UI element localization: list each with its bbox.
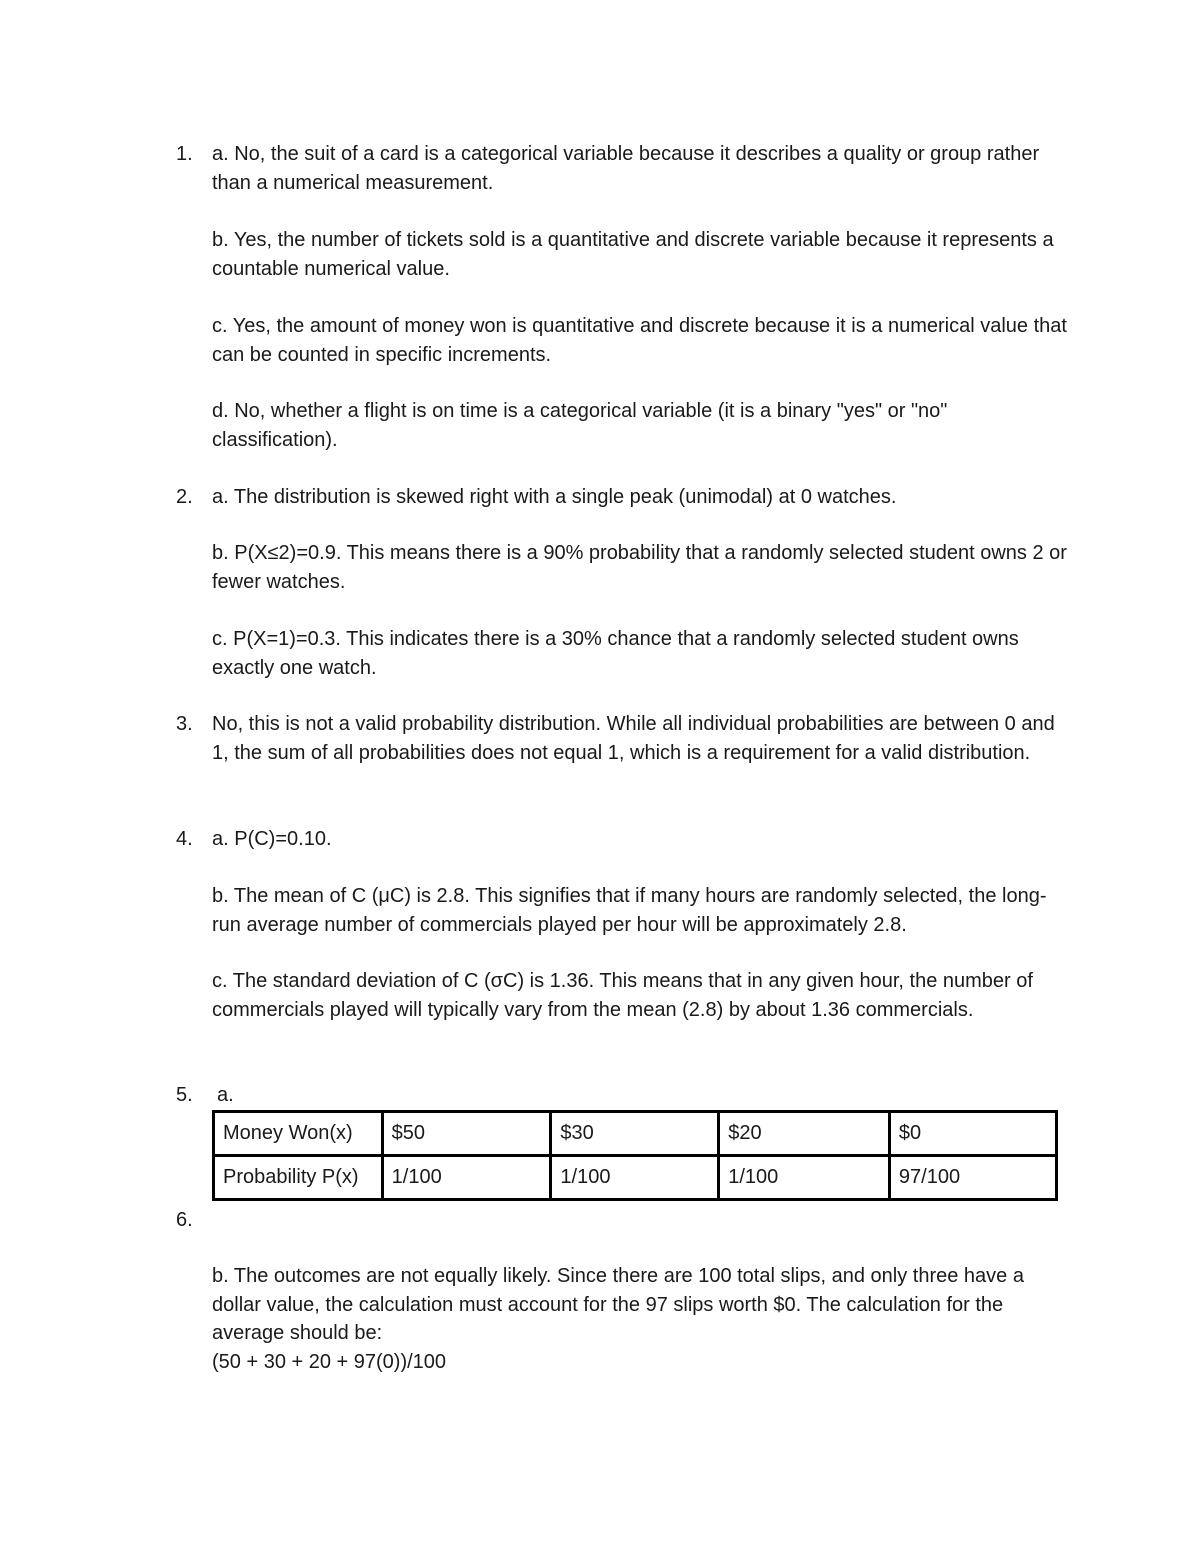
table-cell: 1/100 [382, 1156, 551, 1200]
table-cell: $0 [889, 1112, 1056, 1156]
answer-1c: c. Yes, the amount of money won is quantitative and discrete because it is a numerical value that can be counted in specific increments. [212, 315, 1067, 366]
answer-2b: b. P(X≤2)=0.9. This means there is a 90% probability that a randomly selected student owns 2 or fewer watches. [212, 542, 1067, 593]
table-cell: 97/100 [889, 1156, 1056, 1200]
answer-1d: d. No, whether a flight is on time is a categorical variable (it is a binary "yes" or "no" classification). [212, 400, 948, 451]
table-cell: $50 [382, 1112, 551, 1156]
question-number: 5. [176, 1084, 193, 1106]
answer-1b: b. Yes, the number of tickets sold is a quantitative and discrete variable because it represents a countable numerical value. [212, 229, 1054, 280]
answer-4c: c. The standard deviation of C (σC) is 1.36. This means that in any given hour, the number of commercials played will typically vary from the mean (2.8) by about 1.36 commercials. [212, 970, 1033, 1021]
table-cell: 1/100 [719, 1156, 890, 1200]
money-won-table [212, 1110, 1058, 1201]
table-cell: 1/100 [551, 1156, 719, 1200]
question-number: 2. [176, 486, 193, 508]
table-cell: $30 [551, 1112, 719, 1156]
answer-2a: a. The distribution is skewed right with a single peak (unimodal) at 0 watches. [212, 486, 897, 508]
answer-6b: b. The outcomes are not equally likely. Since there are 100 total slips, and only three have a dollar value, the calculation must account for the 97 slips worth $0. The calculation for the average should be: [212, 1265, 1024, 1344]
answer-4a: a. P(C)=0.10. [212, 828, 332, 850]
answer-2c: c. P(X=1)=0.3. This indicates there is a 30% chance that a randomly selected student owns exactly one watch. [212, 628, 1019, 679]
question-number: 6. [176, 1209, 193, 1231]
answer-4b: b. The mean of C (μC) is 2.8. This signifies that if many hours are randomly selected, the long-run average number of commercials played per hour will be approximately 2.8. [212, 885, 1047, 936]
question-number: 4. [176, 828, 193, 850]
table-cell: Money Won(x) [214, 1112, 383, 1156]
table-cell: Probability P(x) [214, 1156, 383, 1200]
table-cell: $20 [719, 1112, 890, 1156]
answer-6-formula: (50 + 30 + 20 + 97(0))/100 [212, 1351, 447, 1373]
answer-3: No, this is not a valid probability distribution. While all individual probabilities are between 0 and 1, the sum of all probabilities does not equal 1, which is a requirement for a valid distribution. [212, 713, 1055, 764]
answer-1a: a. No, the suit of a card is a categorical variable because it describes a quality or group rather than a numerical measurement. [212, 143, 1040, 194]
question-number: 3. [176, 713, 193, 735]
answer-5a-label: a. [217, 1084, 234, 1106]
table-row [214, 1156, 1057, 1200]
table-row [214, 1112, 1057, 1156]
question-number: 1. [176, 143, 193, 165]
